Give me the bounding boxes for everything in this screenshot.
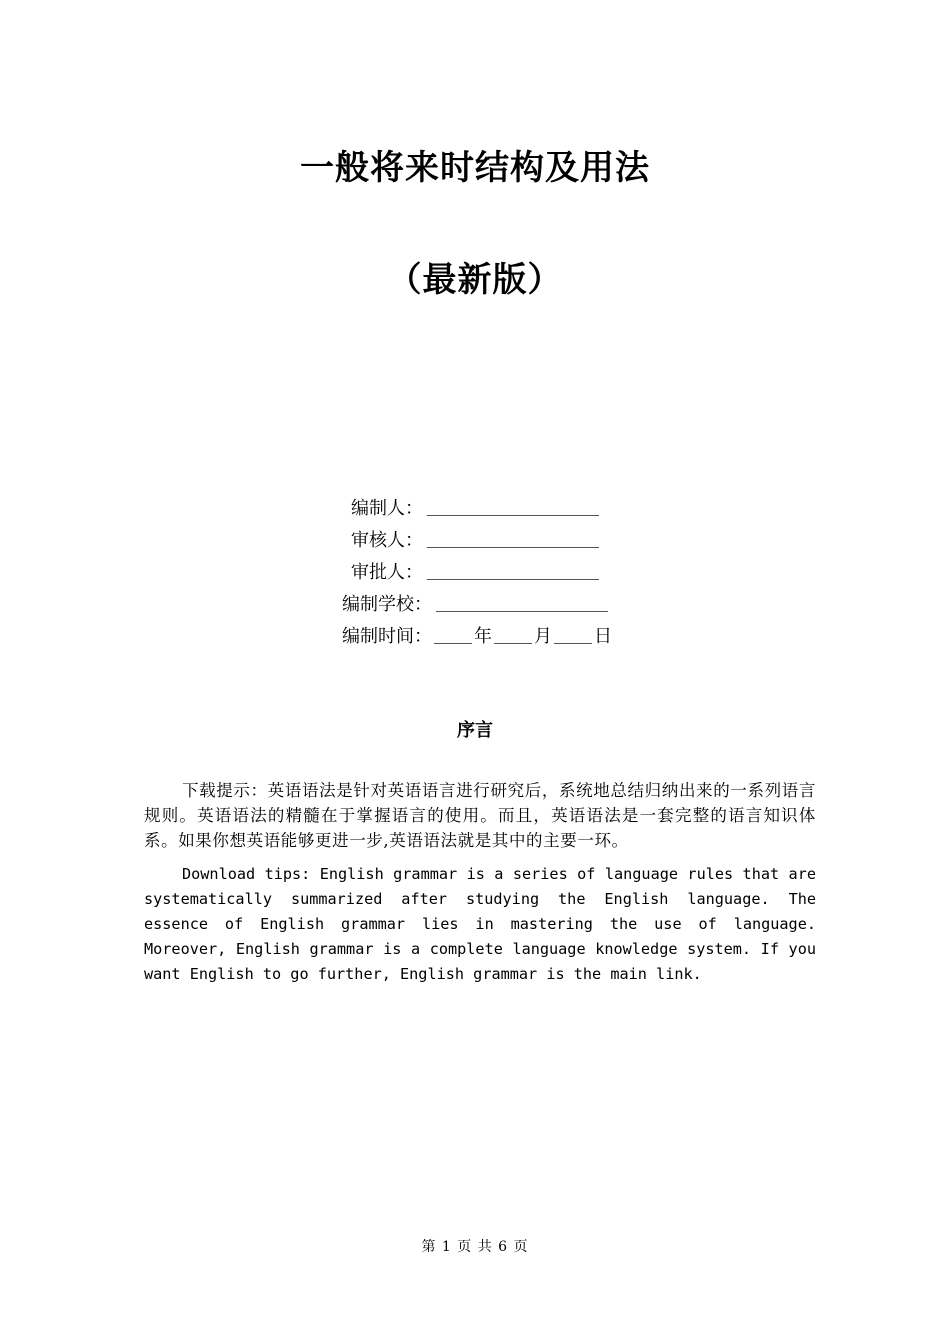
day-blank[interactable]	[554, 623, 592, 644]
document-title: 一般将来时结构及用法	[300, 148, 650, 188]
page-footer: 第 1 页 共 6 页	[421, 1239, 529, 1255]
approver-blank[interactable]	[427, 559, 599, 580]
month-label: 月	[534, 626, 552, 647]
document-subtitle: （最新版）	[387, 260, 563, 300]
year-blank[interactable]	[434, 623, 472, 644]
day-label: 日	[594, 626, 612, 647]
time-label: 编制时间：	[342, 626, 432, 647]
month-blank[interactable]	[494, 623, 532, 644]
preface-heading: 序言	[457, 720, 493, 741]
approver-label: 审批人：	[351, 562, 423, 583]
reviewer-label: 审核人：	[351, 530, 423, 551]
compiler-label: 编制人：	[351, 498, 423, 519]
school-label: 编制学校：	[342, 594, 432, 615]
reviewer-row	[0, 520, 950, 552]
document-meta-fields	[0, 488, 950, 648]
time-row	[0, 616, 950, 648]
year-label: 年	[474, 626, 492, 647]
preface-paragraph-english: Download tips: English grammar is a series of language rules that are systematically summarized after studying the English language. The essence of English grammar lies in mastering the use of language. Moreover, English grammar is a complete language knowledge system. If you want English to go further, English grammar is the main link.	[144, 865, 816, 983]
compiler-blank[interactable]	[427, 495, 599, 516]
reviewer-blank[interactable]	[427, 527, 599, 548]
compiler-row	[0, 488, 950, 520]
school-row	[0, 584, 950, 616]
school-blank[interactable]	[436, 591, 608, 612]
approver-row	[0, 552, 950, 584]
preface-paragraph-chinese: 下载提示：英语语法是针对英语语言进行研究后，系统地总结归纳出来的一系列语言规则。英语语法的精髓在于掌握语言的使用。而且，英语语法是一套完整的语言知识体系。如果你想英语能够更进一步,英语语法就是其中的主要一环。	[144, 781, 816, 850]
